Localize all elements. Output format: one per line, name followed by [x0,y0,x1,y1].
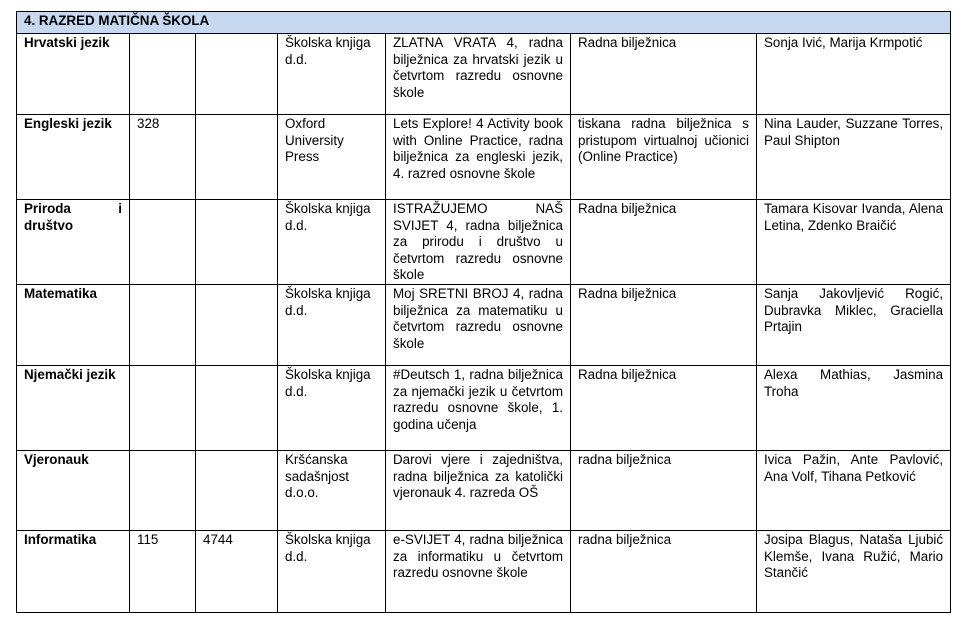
code-cell [196,284,278,365]
code-cell [196,115,278,200]
type-cell: tiskana radna bilježnica s pristupom virtualnoj učionici (Online Practice) [571,115,757,200]
table-row [17,34,951,115]
title-cell: Lets Explore! 4 Activity book with Online Practice, radna bilježnica za engleski jezik, 4. razred osnovne škole [386,115,571,200]
title-cell: e-SVIJET 4, radna bilježnica za informatiku u četvrtom razredu osnovne škole [386,530,571,612]
subject-cell: Matematika [17,284,130,365]
number-cell [130,34,196,115]
authors-cell: Sonja Ivić, Marija Krmpotić [757,34,951,115]
subject-cell: Vjeronauk [17,450,130,530]
title-cell: ISTRAŽUJEMO NAŠ SVIJET 4, radna bilježnica za prirodu i društvo u četvrtom razredu osnovne škole [386,200,571,285]
subject-cell: Hrvatski jezik [17,34,130,115]
number-cell: 115 [130,530,196,612]
type-cell: Radna bilježnica [571,34,757,115]
publisher-cell: Školska knjiga d.d. [278,365,386,450]
subject-cell: Priroda i društvo [17,200,130,285]
code-cell [196,365,278,450]
table-header-row [17,12,951,34]
authors-cell: Nina Lauder, Suzzane Torres, Paul Shipton [757,115,951,200]
table-row [17,450,951,530]
subject-cell: Engleski jezik [17,115,130,200]
table-row [17,530,951,612]
publisher-cell: Školska knjiga d.d. [278,200,386,285]
number-cell [130,450,196,530]
table-row [17,284,951,365]
type-cell: Radna bilježnica [571,284,757,365]
type-cell: Radna bilježnica [571,365,757,450]
publisher-cell: Školska knjiga d.d. [278,530,386,612]
table-title: 4. RAZRED MATIČNA ŠKOLA [17,12,951,34]
title-cell: Darovi vjere i zajedništva, radna bilježnica za katolički vjeronauk 4. razreda OŠ [386,450,571,530]
publisher-cell: Oxford University Press [278,115,386,200]
code-cell: 4744 [196,530,278,612]
publisher-cell: Kršćanska sadašnjost d.o.o. [278,450,386,530]
code-cell [196,200,278,285]
type-cell: radna bilježnica [571,530,757,612]
title-cell: ZLATNA VRATA 4, radna bilježnica za hrvatski jezik u četvrtom razredu osnovne škole [386,34,571,115]
title-cell: Moj SRETNI BROJ 4, radna bilježnica za matematiku u četvrtom razredu osnovne škole [386,284,571,365]
number-cell [130,284,196,365]
number-cell [130,365,196,450]
number-cell [130,200,196,285]
workbook-table [16,11,951,613]
table-row [17,115,951,200]
code-cell [196,34,278,115]
authors-cell: Ivica Pažin, Ante Pavlović, Ana Volf, Tihana Petković [757,450,951,530]
authors-cell: Alexa Mathias, Jasmina Troha [757,365,951,450]
type-cell: Radna bilježnica [571,200,757,285]
title-cell: #Deutsch 1, radna bilježnica za njemački jezik u četvrtom razredu osnovne škole, 1. godina učenja [386,365,571,450]
authors-cell: Tamara Kisovar Ivanda, Alena Letina, Zdenko Braičić [757,200,951,285]
authors-cell: Josipa Blagus, Nataša Ljubić Klemše, Ivana Ružić, Mario Stančić [757,530,951,612]
subject-cell: Njemački jezik [17,365,130,450]
type-cell: radna bilježnica [571,450,757,530]
code-cell [196,450,278,530]
table-row [17,200,951,285]
publisher-cell: Školska knjiga d.d. [278,34,386,115]
publisher-cell: Školska knjiga d.d. [278,284,386,365]
authors-cell: Sanja Jakovljević Rogić, Dubravka Miklec, Graciella Prtajin [757,284,951,365]
table-row [17,365,951,450]
number-cell: 328 [130,115,196,200]
subject-cell: Informatika [17,530,130,612]
